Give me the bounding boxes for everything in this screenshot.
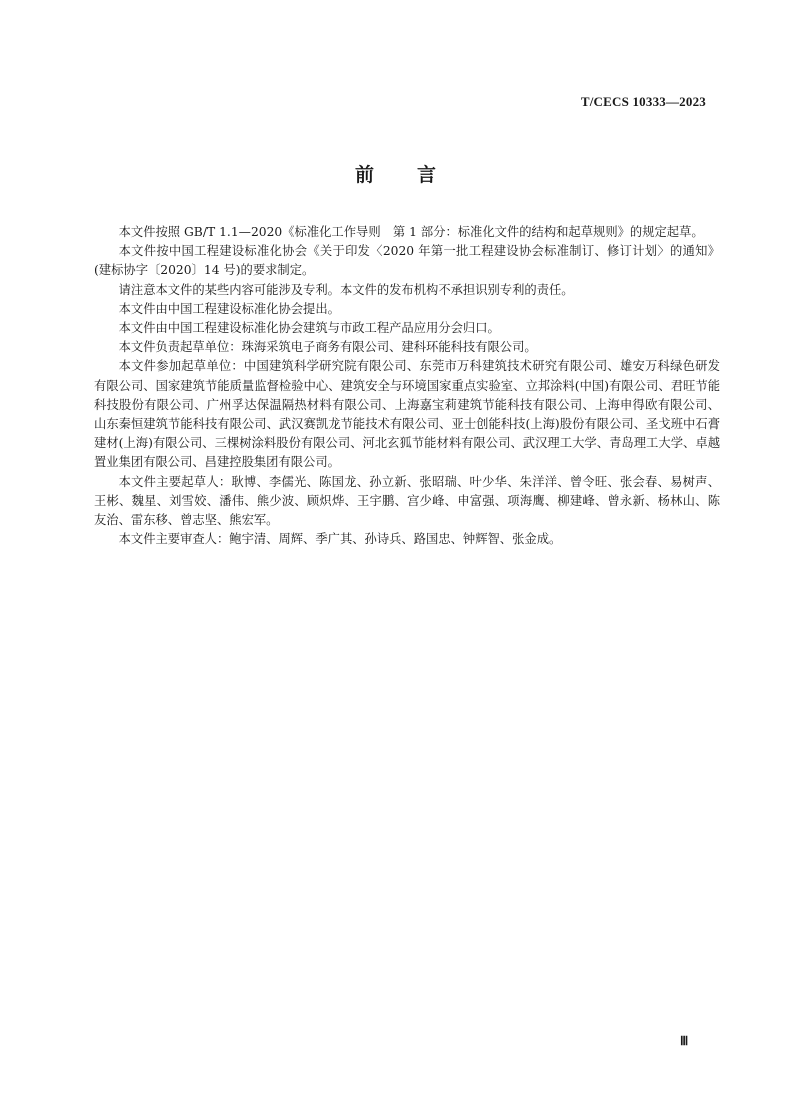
foreword-body (94, 223, 720, 549)
paragraph-lead-drafters: 本文件负责起草单位：珠海采筑电子商务有限公司、建科环能科技有限公司。 (118, 340, 537, 355)
title-char-1: 前 (354, 164, 375, 186)
standard-code: T/CECS 10333—2023 (580, 94, 706, 109)
paragraph-drafting-rules: 本文件按照 GB/T 1.1—2020《标准化工作导则 第 1 部分：标准化文件的结构和起草规则》的规定起草。 (118, 225, 704, 239)
page-number: Ⅲ (680, 1034, 689, 1048)
page-title (0, 160, 792, 187)
paragraph-reviewers: 本文件主要审查人：鲍宇清、周辉、季广其、孙诗兵、路国忠、钟辉智、张金成。 (118, 532, 562, 547)
paragraph-plan-notice: 本文件按中国工程建设标准化协会《关于印发〈2020 年第一批工程建设协会标准制订、修订计划〉的通知》(建标协字〔2020〕14 号)的要求制定。 (94, 244, 720, 278)
paragraph-proposer: 本文件由中国工程建设标准化协会提出。 (118, 301, 340, 316)
paragraph-patent-notice: 请注意本文件的某些内容可能涉及专利。本文件的发布机构不承担识别专利的责任。 (118, 282, 574, 297)
paragraph-main-drafters: 本文件主要起草人：耿博、李儒光、陈国龙、孙立新、张昭瑞、叶少华、朱洋洋、曾令旺、张会春、易树声、王彬、魏星、刘雪姣、潘伟、熊少波、顾炽烨、王宇鹏、宫少峰、申富强、项海鹰、柳建峰、曾永新、杨林山、陈友治、雷东移、曾志坚、熊宏军。 (94, 474, 720, 528)
paragraph-administrator: 本文件由中国工程建设标准化协会建筑与市政工程产品应用分会归口。 (118, 321, 500, 336)
paragraph-participating-units: 本文件参加起草单位：中国建筑科学研究院有限公司、东莞市万科建筑技术研究有限公司、雄安万科绿色研发有限公司、国家建筑节能质量监督检验中心、建筑安全与环境国家重点实验室、立邦涂料(中国)有限公司、君旺节能科技股份有限公司、广州孚达保温隔热材料有限公司、上海嘉宝莉建筑节能科技有限公司、上海申得欧有限公司、山东秦恒建筑节能科技有限公司、武汉赛凯龙节能技术有限公司、亚士创能科技(上海)股份有限公司、圣戈班中石膏建材(上海)有限公司、三棵树涂料股份有限公司、河北玄狐节能材料有限公司、武汉理工大学、青岛理工大学、卓越置业集团有限公司、昌建控股集团有限公司。 (94, 359, 720, 470)
title-char-2: 言 (417, 164, 438, 186)
